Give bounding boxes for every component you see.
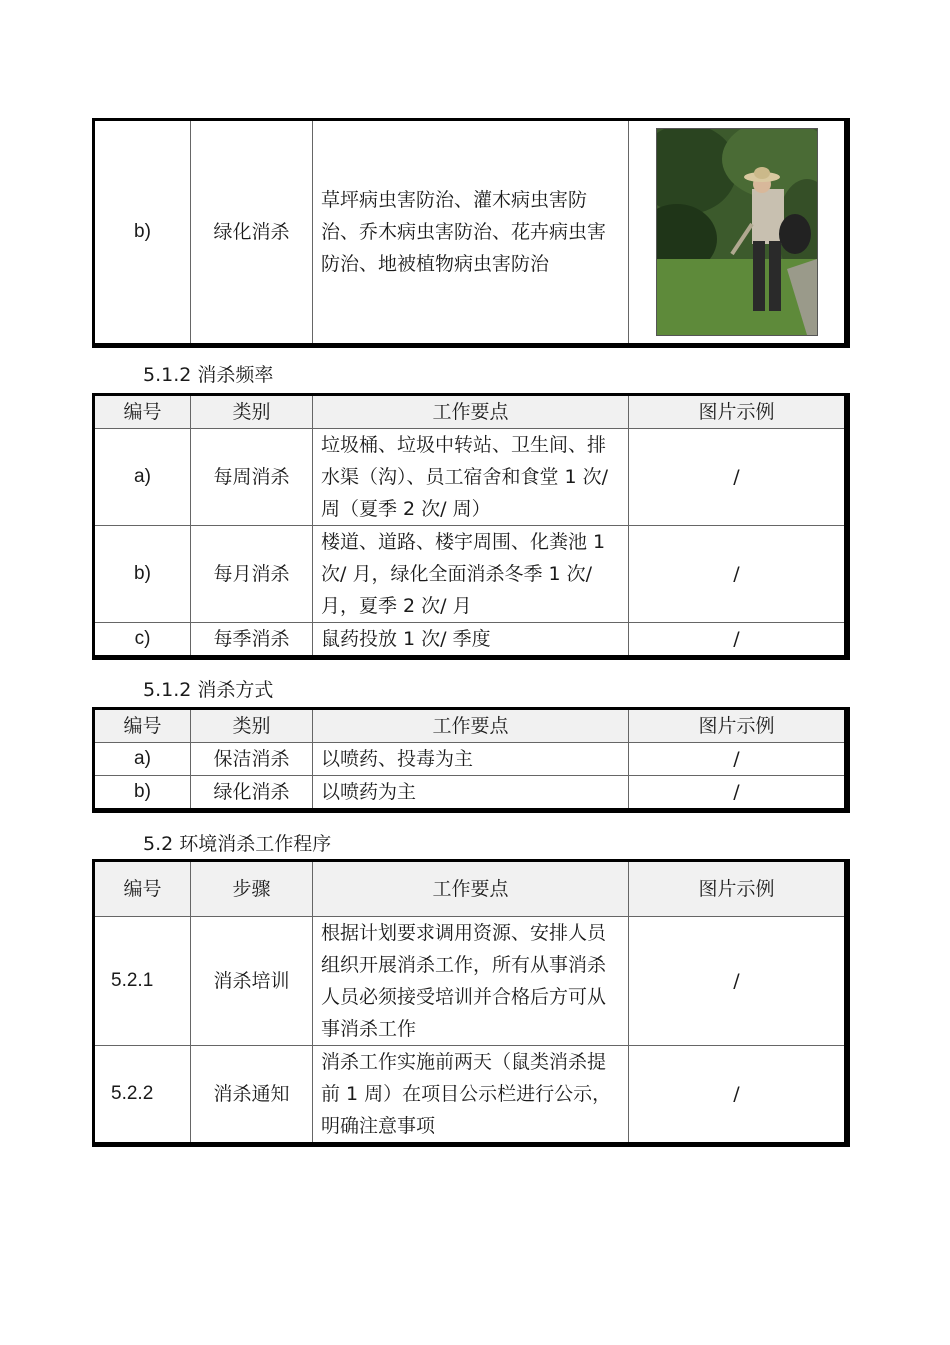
row-image: / [629, 776, 848, 811]
row-points: 鼠药投放 1 次/ 季度 [313, 623, 629, 658]
table-header-row [94, 709, 848, 743]
row-points: 楼道、道路、楼宇周围、化粪池 1 次/ 月，绿化全面消杀冬季 1 次/ 月，夏季 2 次/ 月 [313, 526, 629, 623]
row-category: 绿化消杀 [191, 120, 313, 346]
method-table [92, 707, 850, 813]
greening-table [92, 118, 850, 348]
row-number: a) [94, 743, 191, 776]
header-points: 工作要点 [313, 861, 629, 917]
row-step: 消杀通知 [191, 1046, 313, 1145]
row-category: 每周消杀 [191, 429, 313, 526]
table-header-row [94, 861, 848, 917]
table-row [94, 623, 848, 658]
row-image-cell [629, 120, 848, 346]
row-points: 以喷药、投毒为主 [313, 743, 629, 776]
row-number: b) [94, 776, 191, 811]
frequency-heading: 5.1.2 消杀频率 [143, 364, 274, 386]
row-category: 每季消杀 [191, 623, 313, 658]
row-number: b) [94, 120, 191, 346]
procedure-table [92, 859, 850, 1147]
row-number: b) [94, 526, 191, 623]
row-image: / [629, 623, 848, 658]
header-points: 工作要点 [313, 395, 629, 429]
procedure-heading: 5.2 环境消杀工作程序 [143, 833, 332, 855]
row-points: 以喷药为主 [313, 776, 629, 811]
row-image: / [629, 526, 848, 623]
header-image: 图片示例 [629, 395, 848, 429]
table-row [94, 120, 848, 346]
row-category: 每月消杀 [191, 526, 313, 623]
table-row [94, 743, 848, 776]
table-row [94, 429, 848, 526]
header-image: 图片示例 [629, 709, 848, 743]
row-step: 消杀培训 [191, 917, 313, 1046]
row-image: / [629, 917, 848, 1046]
row-number: c) [94, 623, 191, 658]
table-row [94, 526, 848, 623]
row-points: 垃圾桶、垃圾中转站、卫生间、排水渠（沟）、员工宿舍和食堂 1 次/ 周（夏季 2 次/ 周） [313, 429, 629, 526]
header-step: 步骤 [191, 861, 313, 917]
header-category: 类别 [191, 395, 313, 429]
row-number: 5.2.1 [94, 917, 191, 1046]
header-points: 工作要点 [313, 709, 629, 743]
row-points: 消杀工作实施前两天（鼠类消杀提前 1 周）在项目公示栏进行公示，明确注意事项 [313, 1046, 629, 1145]
table-row [94, 776, 848, 811]
header-image: 图片示例 [629, 861, 848, 917]
row-number: a) [94, 429, 191, 526]
header-category: 类别 [191, 709, 313, 743]
table-row [94, 1046, 848, 1145]
row-points: 根据计划要求调用资源、安排人员组织开展消杀工作，所有从事消杀人员必须接受培训并合格后方可从事消杀工作 [313, 917, 629, 1046]
frequency-table [92, 393, 850, 660]
row-image: / [629, 429, 848, 526]
row-category: 保洁消杀 [191, 743, 313, 776]
row-image: / [629, 743, 848, 776]
row-number: 5.2.2 [94, 1046, 191, 1145]
row-image: / [629, 1046, 848, 1145]
greening-pest-control-photo [656, 128, 818, 336]
header-number: 编号 [94, 395, 191, 429]
header-number: 编号 [94, 709, 191, 743]
row-points: 草坪病虫害防治、灌木病虫害防治、乔木病虫害防治、花卉病虫害防治、地被植物病虫害防治 [313, 120, 629, 346]
method-heading: 5.1.2 消杀方式 [143, 679, 274, 701]
table-row [94, 917, 848, 1046]
header-number: 编号 [94, 861, 191, 917]
table-header-row [94, 395, 848, 429]
row-category: 绿化消杀 [191, 776, 313, 811]
